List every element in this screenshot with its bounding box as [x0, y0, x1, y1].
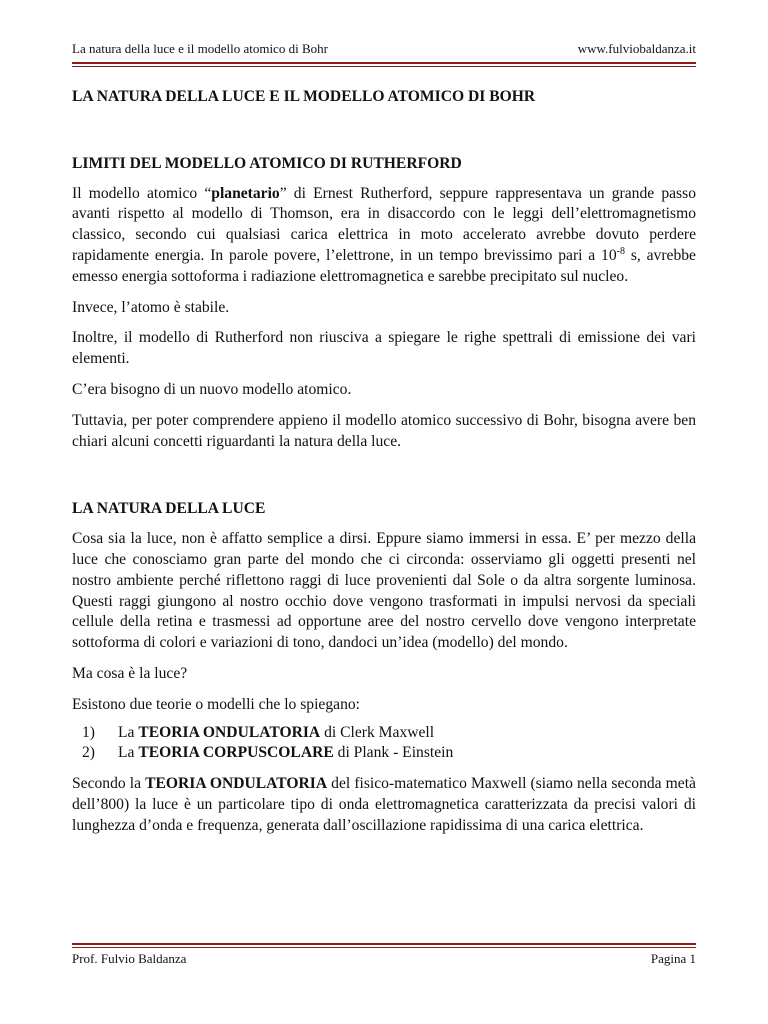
running-footer [72, 951, 696, 966]
paragraph: Invece, l’atomo è stabile. [72, 298, 230, 316]
document-title: LA NATURA DELLA LUCE E IL MODELLO ATOMICO DI BOHR [72, 88, 536, 105]
header-website: www.fulviobaldanza.it [577, 41, 696, 56]
bold-term: TEORIA CORPUSCOLARE [138, 744, 334, 762]
superscript: -8 [616, 245, 625, 257]
paragraph: C’era bisogno di un nuovo modello atomico. [72, 380, 352, 398]
list-number: 2) [82, 744, 95, 762]
paragraph: Cosa sia la luce, non è affatto semplice a dirsi. Eppure siamo immersi in essa. E’ per mezzo della luce che conosciamo gran parte del mondo che ci circonda: osserviamo gli oggetti presenti nel nostro ambiente perché riflettono raggi di luce provenienti dal Sole o da altra sorgente luminosa. Questi raggi giungono al nostro occhio dove vengono trasformati in impulsi nervosi da speciali cellule della retina e trasmessi ad opportune aree del nostro cervello dove vengono interpretate sottoforma di colori e variazioni di tono, dandoci un’idea (modello) del mondo. [72, 530, 696, 652]
text-run: ” di Ernest Rutherford, seppure rappresentava un grande passo avanti rispetto al modello di Thomson, era in disaccordo con le leggi dell’elettromagnetismo classico, secondo cui qualsiasi carica elettrica in moto accelerato avrebbe dovuto perdere rapidamente energia. In parole povere, l’elettrone, in un tempo brevissimo pari a 10 [72, 184, 696, 264]
list-item [82, 723, 696, 744]
text-run: Secondo la [72, 775, 146, 793]
text-run: del fisico-matematico Maxwell (siamo nella seconda metà dell’800) la luce è un particolare tipo di onda elettromagnetica caratterizzata da precisi valori di lunghezza d’onda e frequenza, generata dall’oscillazione rapidissima di una carica elettrica. [72, 775, 696, 834]
text-run: La [118, 744, 139, 762]
header-title: La natura della luce e il modello atomico di Bohr [72, 41, 328, 56]
paragraph: Tuttavia, per poter comprendere appieno il modello atomico successivo di Bohr, bisogna avere ben chiari alcuni concetti riguardanti la natura della luce. [72, 411, 696, 450]
header-rule [72, 62, 696, 67]
paragraph: Esistono due teorie o modelli che lo spiegano: [72, 695, 360, 713]
text-run: di Plank - Einstein [333, 744, 454, 762]
list-number: 1) [82, 723, 95, 741]
bold-term: TEORIA ONDULATORIA [138, 723, 321, 741]
page-number: Pagina 1 [650, 951, 696, 966]
bold-term: planetario [211, 184, 280, 202]
text-run: s, avrebbe emesso energia sottoforma i radiazione elettromagnetica e sarebbe precipitato sul nucleo. [72, 246, 696, 285]
list-text [118, 743, 453, 764]
footer-author: Prof. Fulvio Baldanza [72, 951, 187, 966]
theories-list [72, 723, 696, 765]
footer-rule [72, 943, 696, 948]
running-header [72, 41, 696, 56]
text-run: di Clerk Maxwell [320, 723, 435, 741]
bold-term: TEORIA ONDULATORIA [145, 775, 328, 793]
list-text [118, 723, 434, 744]
paragraph [72, 184, 696, 288]
page-content [72, 84, 696, 837]
paragraph [72, 774, 696, 836]
paragraph: Ma cosa è la luce? [72, 664, 188, 682]
list-item [82, 743, 696, 764]
section-heading-rutherford: LIMITI DEL MODELLO ATOMICO DI RUTHERFORD [72, 154, 462, 172]
text-run: Il modello atomico “ [72, 184, 212, 202]
section-heading-light: LA NATURA DELLA LUCE [72, 500, 266, 518]
paragraph: Inoltre, il modello di Rutherford non riusciva a spiegare le righe spettrali di emissione dei vari elementi. [72, 329, 696, 368]
text-run: La [118, 723, 139, 741]
